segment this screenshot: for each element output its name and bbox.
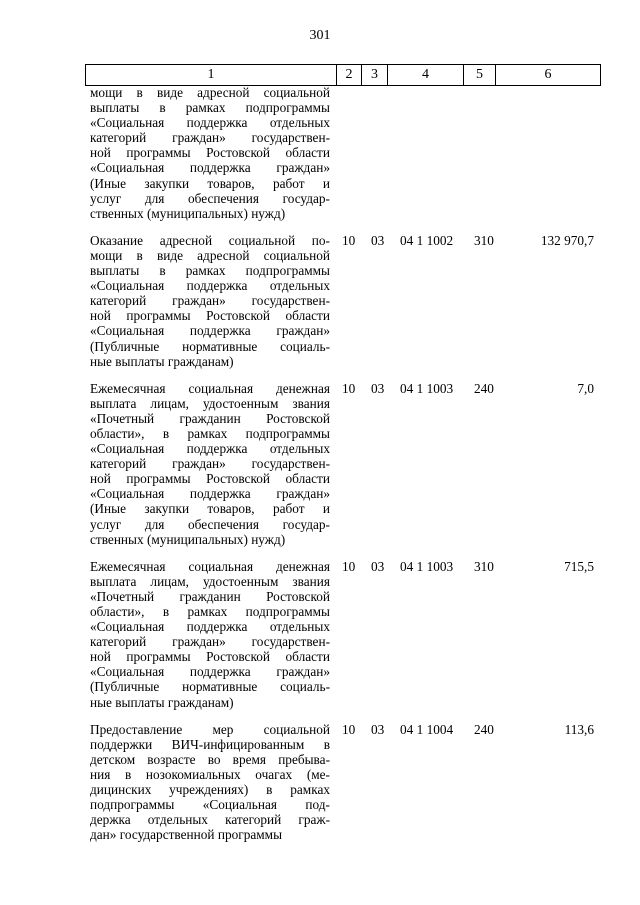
description-line: выплаты в рамках подпрограммы — [90, 263, 330, 279]
header-col-4: 4 — [388, 65, 464, 85]
table-row — [0, 233, 640, 369]
description-line: категорий граждан» государствен- — [90, 456, 330, 472]
amount: 7,0 — [577, 380, 594, 396]
description-line: выплата лицам, удостоенным звания — [90, 573, 330, 589]
description-line: ной программы Ростовской области — [90, 145, 330, 161]
description-line: ной программы Ростовской области — [90, 308, 330, 324]
description-line: «Социальная поддержка граждан» — [90, 323, 330, 339]
description-line: услуг для обеспечения государ- — [90, 190, 330, 206]
amount: 132 970,7 — [540, 232, 594, 248]
description-line: Предоставление мер социальной — [90, 721, 330, 737]
section-code: 10 — [342, 232, 356, 248]
description-line: ные выплаты гражданам) — [90, 694, 234, 710]
description-line: (Иные закупки товаров, работ и — [90, 501, 330, 517]
subsection-code: 03 — [371, 721, 385, 737]
description-line: категорий граждан» государствен- — [90, 634, 330, 650]
section-code: 10 — [342, 721, 356, 737]
description-line: мощи в виде адресной социальной — [90, 85, 330, 100]
header-col-6: 6 — [544, 67, 552, 82]
description-line: держка отдельных категорий граж- — [90, 812, 330, 828]
table-row — [0, 85, 640, 221]
description-line: подпрограммы «Социальная под- — [90, 797, 330, 813]
description-line: дицинских учреждениях) в рамках — [90, 782, 330, 798]
description-line: ственных (муниципальных) нужд) — [90, 205, 286, 221]
description-line: области», в рамках подпрограммы — [90, 425, 330, 441]
target-article: 04 1 1003 — [400, 558, 454, 574]
description-line: поддержки ВИЧ-инфицированным в — [90, 736, 330, 752]
description-line: Оказание адресной социальной по- — [90, 232, 330, 248]
description-line: «Социальная поддержка граждан» — [90, 160, 330, 176]
description-line: «Социальная поддержка отдельных — [90, 115, 330, 131]
row-description — [90, 722, 330, 843]
description-line: области», в рамках подпрограммы — [90, 604, 330, 619]
description-line: «Социальная поддержка отдельных — [90, 619, 330, 635]
row-description — [90, 381, 330, 547]
subsection-code: 03 — [371, 380, 385, 396]
description-line: выплата лицам, удостоенным звания — [90, 395, 330, 411]
description-line: Ежемесячная социальная денежная — [90, 380, 330, 396]
description-line: «Социальная поддержка граждан» — [90, 664, 330, 680]
description-line: «Почетный гражданин Ростовской — [90, 410, 330, 426]
description-line: «Социальная поддержка отдельных — [90, 441, 330, 457]
table-row — [0, 722, 640, 843]
header-col-3: 3 — [362, 65, 388, 85]
expense-type: 310 — [474, 232, 494, 248]
table-body — [0, 85, 640, 854]
subsection-code: 03 — [371, 558, 385, 574]
page-number: 301 — [309, 28, 331, 43]
row-description — [90, 233, 330, 369]
description-line: «Социальная поддержка отдельных — [90, 278, 330, 294]
description-line: ственных (муниципальных) нужд) — [90, 531, 286, 547]
description-line: Ежемесячная социальная денежная — [90, 558, 330, 574]
description-line: услуг для обеспечения государ- — [90, 516, 330, 532]
description-line: выплаты в рамках подпрограммы — [90, 100, 330, 116]
expense-type: 240 — [474, 380, 494, 396]
description-line: «Социальная поддержка граждан» — [90, 486, 330, 502]
expense-type: 310 — [474, 558, 494, 574]
table-row — [0, 559, 640, 710]
description-line: (Публичные нормативные социаль- — [90, 679, 330, 695]
header-col-1: 1 — [86, 65, 337, 85]
description-line: (Публичные нормативные социаль- — [90, 338, 330, 354]
target-article: 04 1 1003 — [400, 380, 454, 396]
description-line: «Почетный гражданин Ростовской — [90, 588, 330, 604]
target-article: 04 1 1002 — [400, 232, 454, 248]
section-code: 10 — [342, 558, 356, 574]
description-line: (Иные закупки товаров, работ и — [90, 175, 330, 191]
row-description — [90, 85, 330, 221]
table-row — [0, 381, 640, 547]
expense-type: 240 — [474, 721, 494, 737]
description-line: категорий граждан» государствен- — [90, 130, 330, 146]
header-col-2: 2 — [337, 65, 362, 85]
description-line: ные выплаты гражданам) — [90, 353, 234, 369]
row-description — [90, 559, 330, 710]
target-article: 04 1 1004 — [400, 721, 454, 737]
amount: 715,5 — [564, 558, 594, 574]
section-code: 10 — [342, 380, 356, 396]
description-line: мощи в виде адресной социальной — [90, 247, 330, 263]
description-line: детском возрасте во время пребыва- — [90, 751, 330, 767]
header-col-5: 5 — [464, 65, 496, 85]
description-line: ния в нозокомиальных очагах (ме- — [90, 766, 330, 782]
description-line: ной программы Ростовской области — [90, 649, 330, 665]
description-line: дан» государственной программы — [90, 827, 283, 843]
description-line: категорий граждан» государствен- — [90, 293, 330, 309]
table-header — [85, 64, 601, 86]
amount: 113,6 — [564, 721, 594, 737]
description-line: ной программы Ростовской области — [90, 471, 330, 487]
subsection-code: 03 — [371, 232, 385, 248]
